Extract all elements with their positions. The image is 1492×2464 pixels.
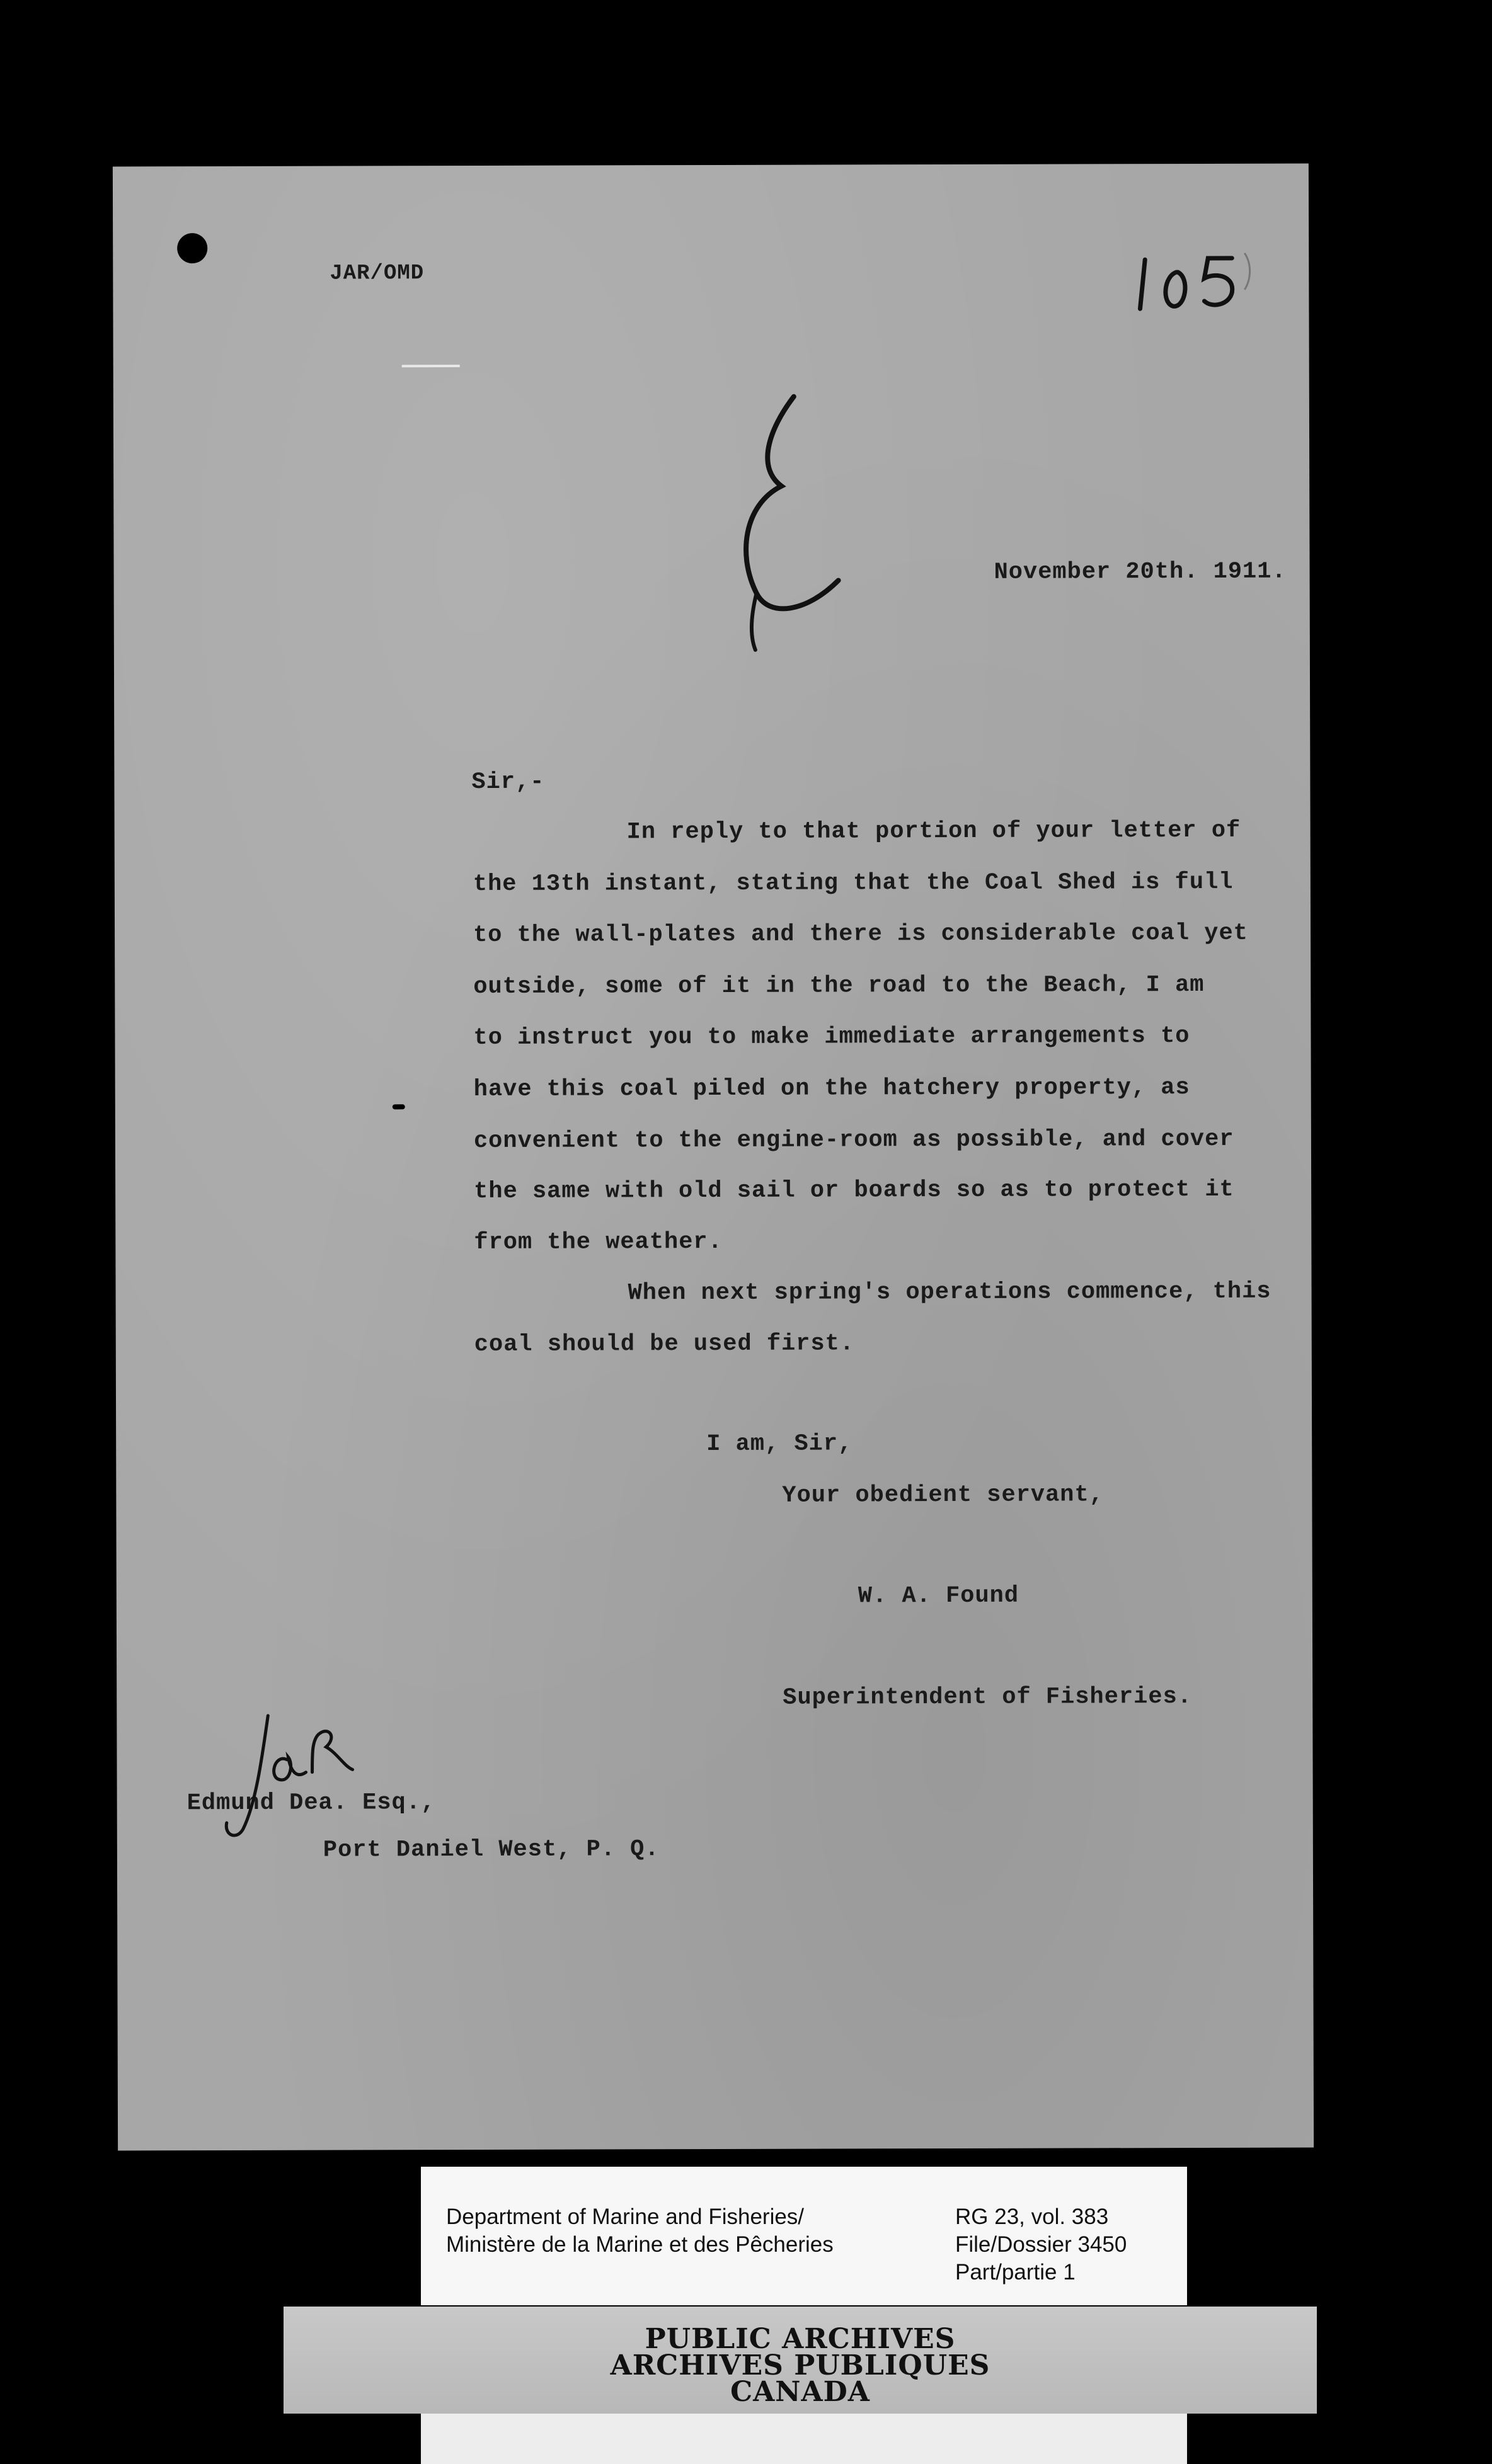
addressee-name: Edmund Dea. Esq., — [186, 1789, 436, 1817]
ink-speck — [393, 1104, 405, 1109]
signer-title: Superintendent of Fisheries. — [783, 1684, 1193, 1711]
body-line-7: convenient to the engine-room as possible, and cover — [473, 1126, 1234, 1155]
body-line-3: to the wall-plates and there is considerable coal yet — [473, 920, 1248, 949]
reference-code: JAR/OMD — [330, 261, 425, 286]
handwritten-e-mark — [718, 391, 870, 663]
department-line-2: Ministère de la Marine et des Pêcheries — [446, 2232, 834, 2257]
body-line-4: outside, some of it in the road to the Beach, I am — [473, 971, 1205, 1000]
body-line-11: coal should be used first. — [474, 1330, 855, 1358]
body-line-8: the same with old sail or boards so as to protect it — [474, 1176, 1234, 1205]
body-line-2: the 13th instant, stating that the Coal Shed is full — [473, 869, 1234, 898]
body-line-1: In reply to that portion of your letter of — [626, 817, 1241, 846]
closing-line-1: I am, Sir, — [706, 1430, 853, 1458]
part-number: Part/partie 1 — [955, 2260, 1076, 2284]
file-number: File/Dossier 3450 — [955, 2232, 1127, 2257]
scan-artifact-line — [402, 365, 460, 367]
stamp-line-3: CANADA — [730, 2376, 870, 2408]
department-line-1: Department of Marine and Fisheries/ — [446, 2204, 805, 2229]
body-line-5: to instruct you to make immediate arrangements to — [473, 1023, 1190, 1051]
closing-line-2: Your obedient servant, — [782, 1481, 1104, 1509]
letter-page — [113, 164, 1314, 2151]
body-line-10: When next spring's operations commence, this — [628, 1278, 1271, 1307]
record-block — [955, 2203, 1127, 2286]
record-group: RG 23, vol. 383 — [955, 2204, 1109, 2229]
department-block — [446, 2203, 834, 2259]
body-line-6: have this coal piled on the hatchery property, as — [473, 1075, 1190, 1103]
addressee-place: Port Daniel West, P. Q. — [323, 1836, 660, 1864]
stamp-line-2: ARCHIVES PUBLIQUES — [610, 2349, 990, 2381]
letter-date: November 20th. 1911. — [994, 558, 1287, 586]
handwritten-initials — [217, 1703, 382, 1848]
scan-speck — [1244, 31, 1249, 40]
salutation: Sir,- — [471, 768, 545, 796]
label-base — [421, 2414, 1187, 2464]
folio-number-handwritten — [1133, 239, 1260, 322]
body-line-9: from the weather. — [474, 1228, 723, 1256]
stamp-line-1: PUBLIC ARCHIVES — [645, 2323, 956, 2355]
signer-name: W. A. Found — [858, 1582, 1019, 1610]
archive-stamp — [284, 2307, 1317, 2414]
archive-label — [421, 2167, 1187, 2305]
punch-hole — [177, 233, 207, 263]
